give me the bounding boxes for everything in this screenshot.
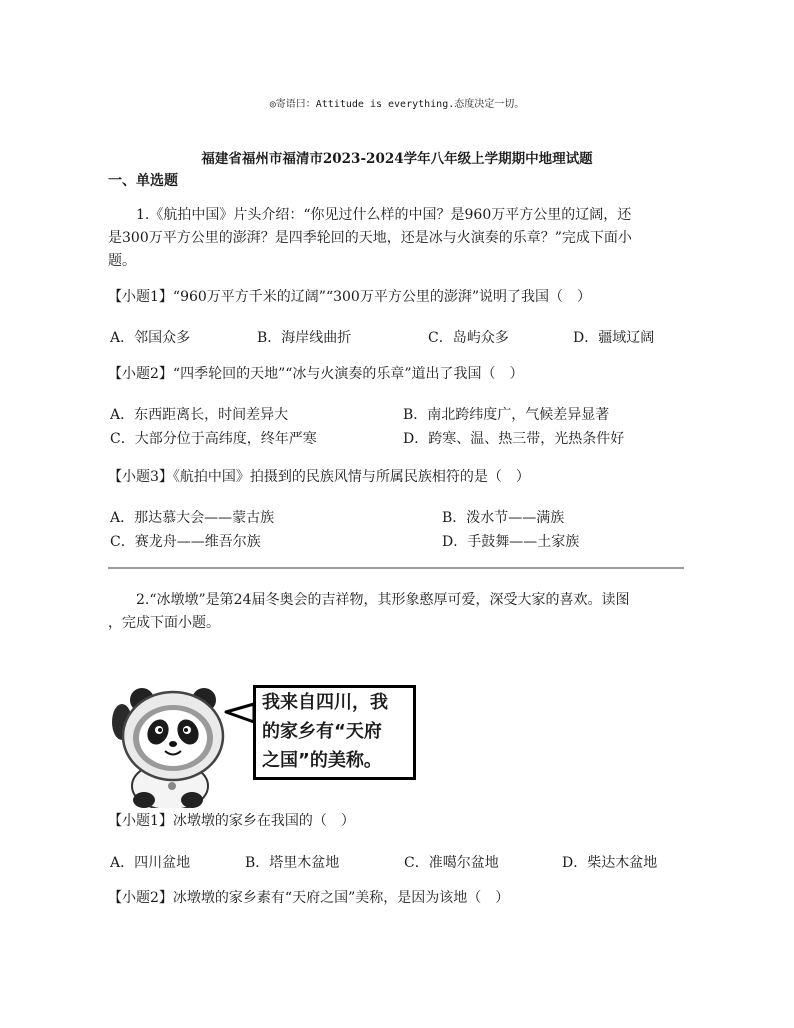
section-divider bbox=[108, 567, 684, 569]
q2-sub1-option-a[interactable]: A．四川盆地 bbox=[110, 855, 191, 871]
q1-sub3-stem: 【小题3】《航拍中国》拍摄到的民族风情与所属民族相符的是（ ） bbox=[108, 469, 530, 485]
speech-line-3: 之国”的美称。 bbox=[262, 750, 382, 771]
panda-mascot-icon bbox=[108, 682, 263, 808]
q1-sub2-option-b[interactable]: B．南北跨纬度广，气候差异显著 bbox=[403, 407, 610, 423]
section-heading: 一、单选题 bbox=[108, 173, 178, 189]
q1-intro-line2: 是300万平方公里的澎湃？是四季轮回的天地，还是冰与火演奏的乐章？”完成下面小 bbox=[108, 230, 632, 246]
q2-sub1-option-d[interactable]: D．柴达木盆地 bbox=[562, 855, 658, 871]
q1-sub1-option-d[interactable]: D．疆域辽阔 bbox=[573, 330, 655, 346]
document-title: 福建省福州市福清市2023-2024学年八年级上学期期中地理试题 bbox=[201, 151, 593, 167]
speech-line-2: 的家乡有“天府 bbox=[262, 721, 382, 742]
q1-sub3-option-b[interactable]: B．泼水节——满族 bbox=[442, 510, 565, 526]
q1-sub3-option-a[interactable]: A．那达慕大会——蒙古族 bbox=[110, 510, 275, 526]
q1-intro-line1: 1.《航拍中国》片头介绍：“你见过什么样的中国？是960万平方公里的辽阔，还 bbox=[136, 207, 632, 223]
header-motto: ◎寄语曰：Attitude is everything.态度决定一切。 bbox=[269, 99, 525, 110]
q1-sub1-option-b[interactable]: B．海岸线曲折 bbox=[257, 330, 352, 346]
q1-sub1-option-c[interactable]: C．岛屿众多 bbox=[428, 330, 509, 346]
q1-sub3-option-c[interactable]: C．赛龙舟——维吾尔族 bbox=[110, 534, 261, 550]
q2-intro-line2: ，完成下面小题。 bbox=[108, 615, 220, 631]
q1-sub3-option-d[interactable]: D．手鼓舞——土家族 bbox=[442, 534, 580, 550]
q1-sub2-option-d[interactable]: D．跨寒、温、热三带，光热条件好 bbox=[403, 431, 625, 447]
q2-sub2-stem: 【小题2】冰墩墩的家乡素有“天府之国”美称，是因为该地（ ） bbox=[108, 890, 510, 906]
q2-sub1-option-b[interactable]: B．塔里木盆地 bbox=[245, 855, 340, 871]
q1-sub2-stem: 【小题2】“四季轮回的天地”“冰与火演奏的乐章”道出了我国（ ） bbox=[108, 366, 524, 382]
q2-intro-line1: 2.“冰墩墩”是第24届冬奥会的吉祥物，其形象憨厚可爱，深受大家的喜欢。读图 bbox=[136, 592, 630, 608]
q1-sub2-option-c[interactable]: C．大部分位于高纬度，终年严寒 bbox=[110, 431, 317, 447]
q2-sub1-stem: 【小题1】冰墩墩的家乡在我国的（ ） bbox=[108, 813, 355, 829]
q1-intro-line3: 题。 bbox=[108, 253, 136, 269]
q1-sub1-stem: 【小题1】“960万平方千米的辽阔”“300万平方公里的澎湃”说明了我国（ ） bbox=[108, 289, 591, 305]
speech-text bbox=[262, 688, 412, 775]
q2-sub1-option-c[interactable]: C．准噶尔盆地 bbox=[404, 855, 499, 871]
speech-line-1: 我来自四川，我 bbox=[262, 692, 388, 713]
q1-sub1-option-a[interactable]: A．邻国众多 bbox=[110, 330, 191, 346]
q1-sub2-option-a[interactable]: A．东西距离长，时间差异大 bbox=[110, 407, 289, 423]
